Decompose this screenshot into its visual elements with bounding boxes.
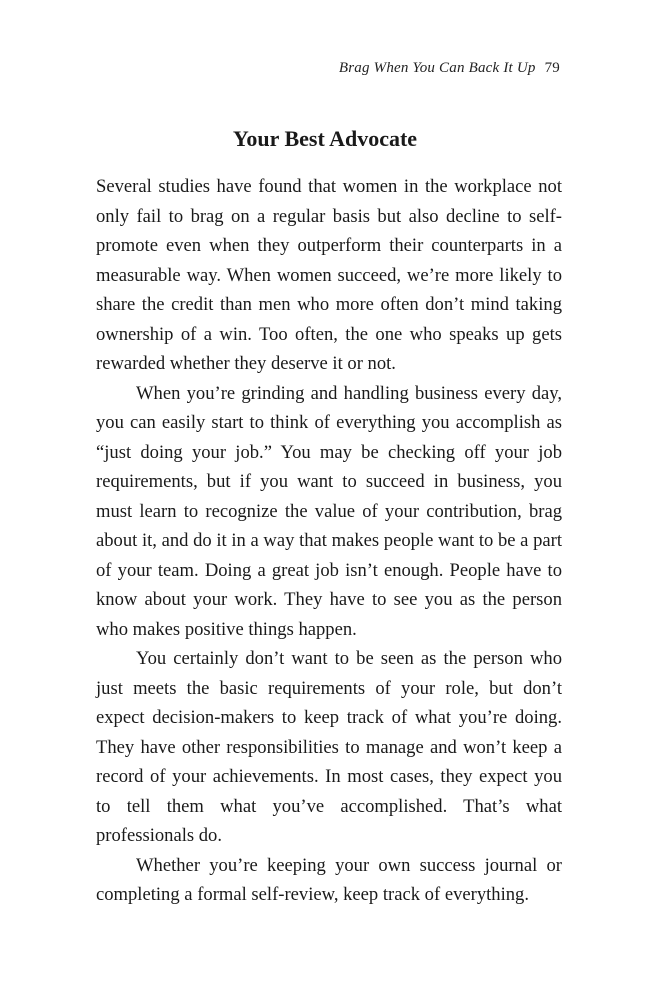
paragraph: Whether you’re keeping your own success journal or completing a formal self-review, keep track of everything. (96, 854, 562, 905)
paragraph: When you’re grinding and handling business every day, you can easily start to think of everything you accomplish as “just doing your job.” You may be checking off your job requirements, but if you want to succeed in business, you must learn to recognize the value of your contribution, brag about it, and do it in a way that makes people want to be a part of your team. Doing a great job isn’t enough. People have to know about your work. They have to see you as the person who makes positive things happen. (96, 382, 562, 640)
body-text (96, 172, 562, 910)
section-title: Your Best Advocate (232, 126, 418, 151)
running-header (339, 60, 560, 77)
running-title: Brag When You Can Back It Up (338, 60, 536, 76)
paragraph: Several studies have found that women in the workplace not only fail to brag on a regular basis but also decline to self-promote even when they outperform their counterparts in a measurable way. When women succeed, we’re more likely to share the credit than men who more often don’t mind taking ownership of a win. Too often, the one who speaks up gets rewarded whether they deserve it or not. (96, 176, 562, 374)
page-number: 79 (544, 60, 560, 76)
paragraph: You certainly don’t want to be seen as the person who just meets the basic requirements of your role, but don’t expect decision-makers to keep track of what you’re doing. They have other responsibilities to manage and won’t keep a record of your achievements. In most cases, they expect you to tell them what you’ve accomplished. That’s what professionals do. (96, 648, 562, 846)
